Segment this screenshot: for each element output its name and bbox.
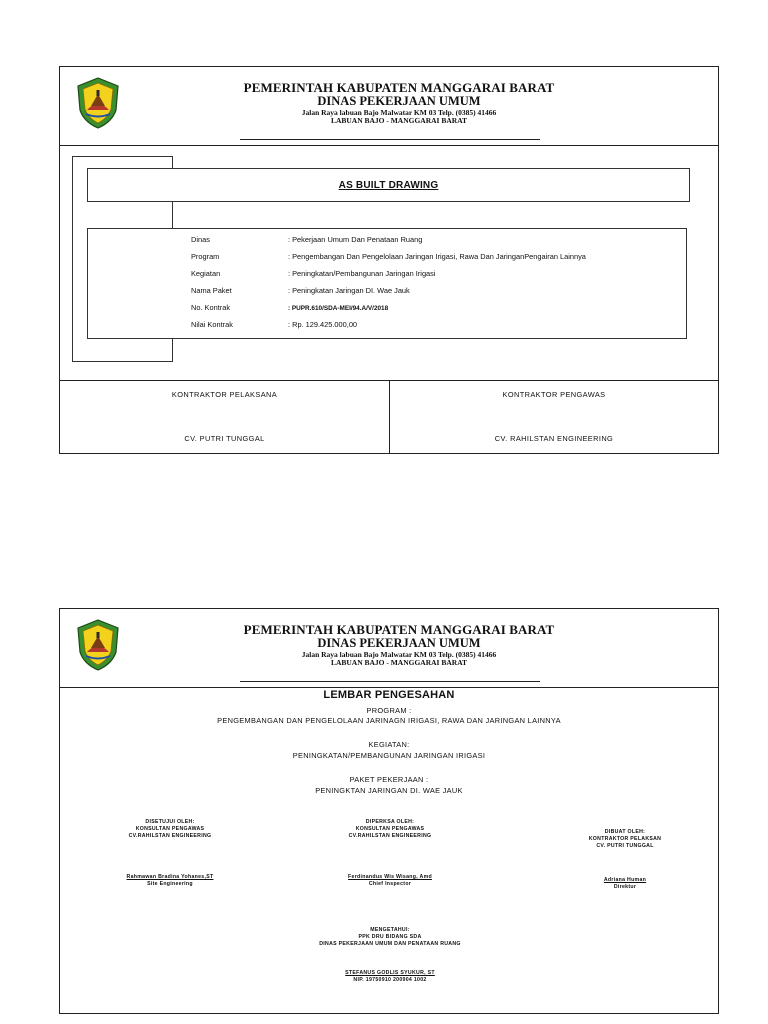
signer-name: STEFANUS GODLIS SYUKUR, ST — [345, 970, 435, 976]
contractor-row — [60, 380, 718, 453]
info-row: Nilai Kontrak : Rp. 129.425.000,00 — [191, 320, 358, 329]
executor-title: KONTRAKTOR PELAKSANA — [171, 390, 278, 399]
kop-text — [180, 623, 618, 667]
signer-name: Adriana Human — [603, 877, 647, 883]
header-divider — [60, 687, 718, 688]
kop-underline — [240, 139, 540, 140]
title-box — [87, 168, 690, 202]
signature-made: DIBUAT OLEH: KONTRAKTOR PELAKSAN CV. PUTRI TUNGGAL Adriana Human Direktur — [550, 829, 700, 891]
paket-label: PAKET PEKERJAAN : — [349, 775, 429, 784]
kop-line-1: PEMERINTAH KABUPATEN MANGGARAI BARAT — [243, 80, 555, 95]
info-row: Dinas : Pekerjaan Umum Dan Penataan Ruang — [191, 235, 423, 244]
approval-sheet — [59, 608, 719, 1014]
kop-line-1: PEMERINTAH KABUPATEN MANGGARAI BARAT — [243, 622, 555, 637]
signer-role: Chief Inspector — [368, 881, 412, 887]
signer-name: Ferdinandus Wis Wisang, Amd — [348, 874, 432, 880]
regency-emblem-icon — [74, 618, 122, 672]
paket-value: PENINGKTAN JARINGAN DI. WAE JAUK — [315, 786, 463, 795]
executor-name: CV. PUTRI TUNGGAL — [184, 434, 265, 443]
info-row: Program : Pengembangan Dan Pengelolaan Jaringan Irigasi, Rawa Dan JaringanPengairan Lainnya — [191, 252, 586, 261]
regency-emblem-icon — [74, 76, 122, 130]
kop-line-2: DINAS PEKERJAAN UMUM — [317, 636, 481, 650]
kop-city: LABUAN BAJO - MANGGARAI BARAT — [330, 658, 468, 667]
as-built-cover-sheet — [59, 66, 719, 454]
signature-approved: DISETUJUI OLEH: KONSULTAN PENGAWAS CV.RAHILSTAN ENGINEERING Rahmawan Bradina Yohanes,ST Site Engineering — [90, 819, 250, 888]
approval-title: LEMBAR PENGESAHAN — [323, 689, 455, 701]
info-row: Nama Paket : Peningkatan Jaringan DI. Wae Jauk — [191, 286, 410, 295]
kegiatan-label: KEGIATAN: — [368, 740, 410, 749]
kop-header — [60, 609, 718, 687]
signer-role: Site Engineering — [147, 881, 193, 887]
kop-address: Jalan Raya labuan Bajo Malwatar KM 03 Telp. (0385) 41466 — [301, 108, 497, 117]
header-divider — [60, 145, 718, 146]
kegiatan-value: PENINGKATAN/PEMBANGUNAN JARINGAN IRIGASI — [292, 751, 486, 760]
info-row: Kegiatan : Peningkatan/Pembangunan Jaringan Irigasi — [191, 269, 436, 278]
kop-header — [60, 67, 718, 145]
contractor-supervisor-cell — [390, 381, 718, 453]
contractor-executor-cell — [60, 381, 390, 453]
kop-line-2: DINAS PEKERJAAN UMUM — [317, 94, 481, 108]
info-row: No. Kontrak : PUPR.610/SDA-MEI/94.A/V/2018 — [191, 303, 389, 312]
signer-name: Rahmawan Bradina Yohanes,ST — [126, 874, 214, 880]
signature-checked: DIPERKSA OLEH: KONSULTAN PENGAWAS CV.RAHILSTAN ENGINEERING Ferdinandus Wis Wisang, Amd Chief Inspector — [305, 819, 475, 888]
project-info-box — [87, 228, 687, 339]
signer-nip: NIP. 19750910 200904 1002 — [353, 977, 427, 983]
signature-acknowledged: MENGETAHUI: PPK DRU BIDANG SDA DINAS PEKERJAAN UMUM DAN PENATAAN RUANG STEFANUS GODLIS SYUKUR, ST NIP. 19750910 200904 1002 — [280, 927, 500, 984]
program-value: PENGEMBANGAN DAN PENGELOLAAN JARINAGN IRIGASI, RAWA DAN JARINGAN LAINNYA — [217, 716, 561, 725]
kop-underline — [240, 681, 540, 682]
supervisor-name: CV. RAHILSTAN ENGINEERING — [494, 434, 614, 443]
kop-city: LABUAN BAJO - MANGGARAI BARAT — [330, 116, 468, 125]
kop-text — [180, 81, 618, 125]
kop-address: Jalan Raya labuan Bajo Malwatar KM 03 Telp. (0385) 41466 — [301, 650, 497, 659]
signer-role: Direktur — [613, 884, 637, 890]
document-title: AS BUILT DRAWING — [338, 179, 439, 191]
program-label: PROGRAM : — [366, 706, 412, 715]
supervisor-title: KONTRAKTOR PENGAWAS — [502, 390, 606, 399]
